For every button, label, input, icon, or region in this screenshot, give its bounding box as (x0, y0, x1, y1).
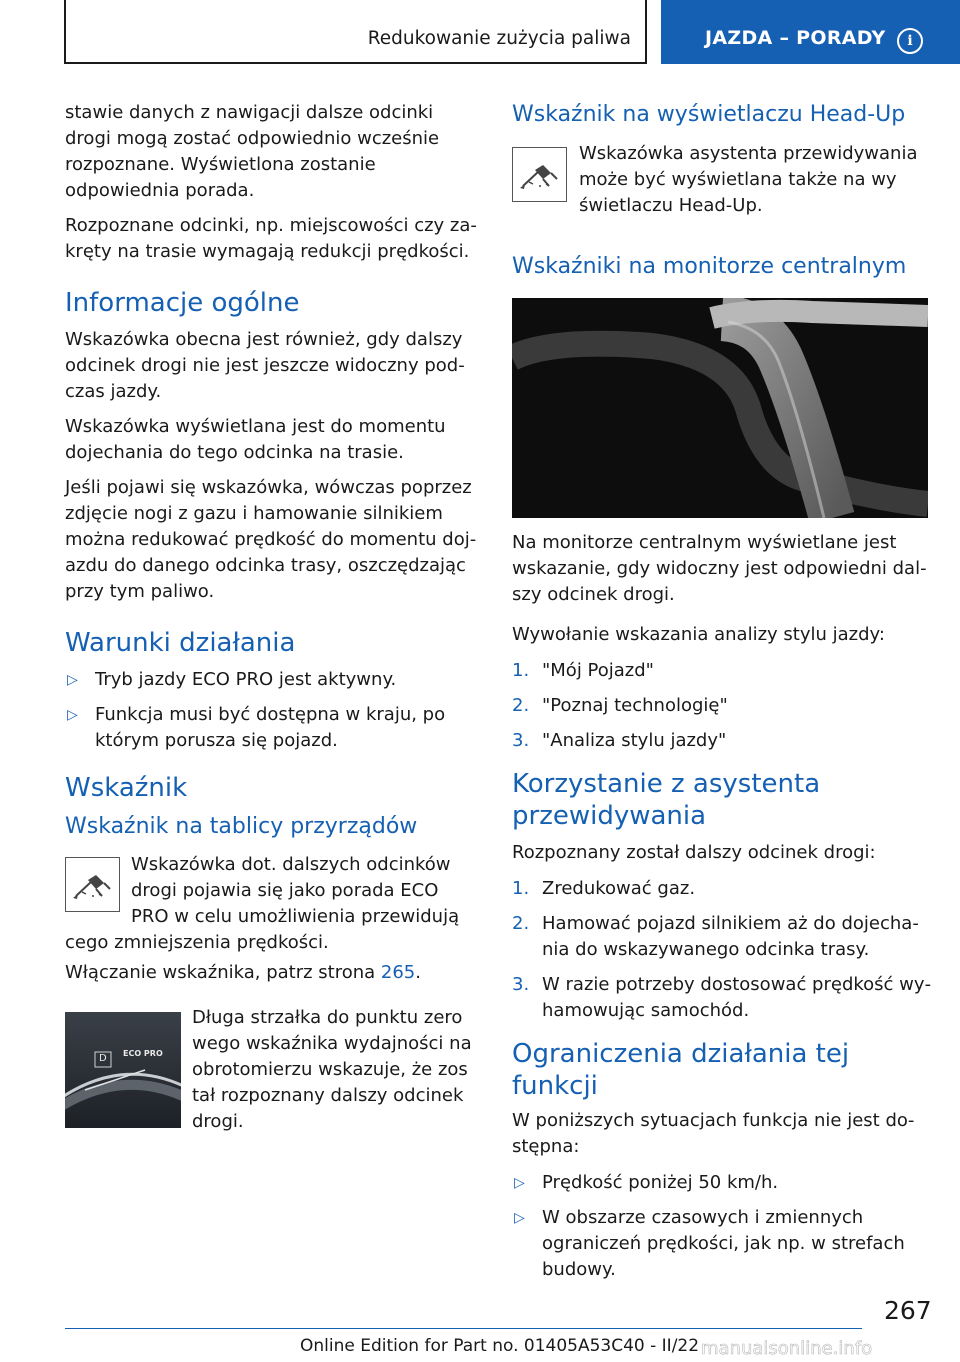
header-chapter-tab[interactable] (661, 0, 960, 64)
paragraph-line: Wskazówka asystenta przewidywania (579, 143, 918, 164)
paragraph: Wskazówka wyświetlana jest do momentu dojechania do tego odcinka na trasie. (65, 416, 446, 463)
triangle-bullet-icon: ▷ (67, 707, 78, 723)
paragraph-line: wego wskaźnika wydajności na (192, 1033, 472, 1054)
triangle-bullet-icon: ▷ (514, 1210, 525, 1226)
limits-list (512, 1170, 932, 1283)
menu-path-list (512, 658, 932, 754)
heading-headup-display: Wskaźnik na wyświetlaczu Head-Up (512, 102, 906, 127)
paragraph-line: Wskazówka dot. dalszych odcinków (131, 854, 451, 875)
paragraph: stawie danych z nawigacji dalsze odcinki drogi mogą zostać odpowiednio wcześnie rozpoznane. Wyświetlona zostanie odpowiednia porada. (65, 102, 440, 201)
edition-label: Online Edition for Part no. 01405A53C40 - II/22 (300, 1336, 700, 1356)
paragraph: Wskazówka obecna jest również, gdy dalszy odcinek drogi nie jest jeszcze widoczny podczas jazdy. (65, 329, 465, 402)
list-item: 3. "Analiza stylu jazdy" (512, 730, 727, 751)
road-warning-icon (512, 147, 567, 202)
eco-pro-label: ECO PRO (123, 1049, 163, 1058)
paragraph-line: cego zmniejszenia prędkości. (65, 932, 329, 953)
page-number: 267 (884, 1296, 932, 1325)
enable-indicator-text: Włączanie wskaźnika, patrz strona 265. (65, 962, 421, 983)
paragraph-line: drogi. (192, 1111, 244, 1132)
heading-using-assistant-line2: przewidywania (512, 801, 707, 831)
paragraph-line: obrotomierzu wskazuje, że zos (192, 1059, 468, 1080)
list-item: ▷ Funkcja musi być dostępna w kraju, po którym porusza się pojazd. (67, 704, 446, 751)
arrow-text-block (192, 1005, 482, 1135)
paragraph: W poniższych sytuacjach funkcja nie jest dostępna: (512, 1110, 915, 1157)
left-column (65, 100, 480, 852)
heading-function-limits: Ograniczenia działania tej funkcji (512, 1039, 850, 1101)
header-chapter-title: JAZDA – PORADY (705, 27, 886, 49)
paragraph: Jeśli pojawi się wskazówka, wówczas poprzez zdjęcie nogi z gazu i hamowanie silnikiem można redukować prędkość do momentu dojazdu do danego odcinka trasy, oszczędzając przy tym paliwo. (65, 477, 477, 602)
paragraph: Na monitorze centralnym wyświetlane jest wskazanie, gdy widoczny jest odpowiedni dalszy odcinek drogi. (512, 532, 927, 605)
list-item: ▷ W obszarze czasowych i zmiennych ograniczeń prędkości, jak np. w strefach budowy. (514, 1207, 905, 1280)
list-item: 3. W razie potrzeby dostosować prędkość wyhamowując samochód. (512, 974, 932, 1021)
right-column-lower (512, 530, 932, 1292)
heading-central-monitor: Wskaźniki na monitorze centralnym (512, 254, 907, 279)
heading-general-info: Informacje ogólne (65, 288, 300, 318)
list-item: 2. Hamować pojazd silnikiem aż do dojechania do wskazywanego odcinka trasy. (512, 913, 919, 960)
list-item: 2. "Poznaj technologię" (512, 695, 728, 716)
paragraph-line: PRO w celu umożliwienia przewidują (131, 906, 460, 927)
gear-indicator: D (99, 1053, 107, 1064)
list-item: ▷ Prędkość poniżej 50 km/h. (512, 1170, 932, 1196)
paragraph: Rozpoznany został dalszy odcinek drogi: (512, 842, 876, 863)
paragraph-line: może być wyświetlana także na wy (579, 169, 897, 190)
triangle-bullet-icon: ▷ (514, 1175, 525, 1191)
paragraph-line: świetlaczu Head-Up. (579, 195, 763, 216)
paragraph: Wywołanie wskazania analizy stylu jazdy: (512, 624, 885, 645)
road-ahead-image (512, 298, 928, 518)
info-icon: i (897, 28, 923, 54)
paragraph-line: Długa strzałka do punktu zero (192, 1007, 463, 1028)
usage-steps-list (512, 876, 932, 1024)
list-item: 1. "Mój Pojazd" (512, 660, 654, 681)
list-item: 1. Zredukować gaz. (512, 878, 696, 899)
page-link-265[interactable]: 265 (380, 962, 416, 983)
heading-operating-conditions: Warunki działania (65, 628, 296, 658)
watermark: manualsonline.info (701, 1338, 873, 1359)
header-section-box (64, 0, 647, 64)
heading-using-assistant: Korzystanie z asystenta (512, 769, 821, 799)
paragraph-line: drogi pojawia się jako porada ECO (131, 880, 439, 901)
heading-indicator: Wskaźnik (65, 773, 188, 803)
paragraph: Rozpoznane odcinki, np. miejscowości czy zakręty na trasie wymagają redukcji prędkości. (65, 215, 477, 262)
conditions-list (65, 667, 480, 754)
tachometer-eco-pro-image (65, 1012, 181, 1128)
instrument-text-block (131, 852, 481, 930)
heading-instrument-cluster: Wskaźnik na tablicy przyrządów (65, 814, 418, 839)
footer-divider (65, 1328, 862, 1329)
header-section-title: Redukowanie zużycia paliwa (367, 28, 631, 49)
list-item: ▷ Tryb jazdy ECO PRO jest aktywny. (65, 667, 480, 693)
road-warning-icon (65, 857, 120, 912)
triangle-bullet-icon: ▷ (67, 672, 78, 688)
headup-text-block (579, 141, 929, 219)
paragraph-line: tał rozpoznany dalszy odcinek (192, 1085, 464, 1106)
